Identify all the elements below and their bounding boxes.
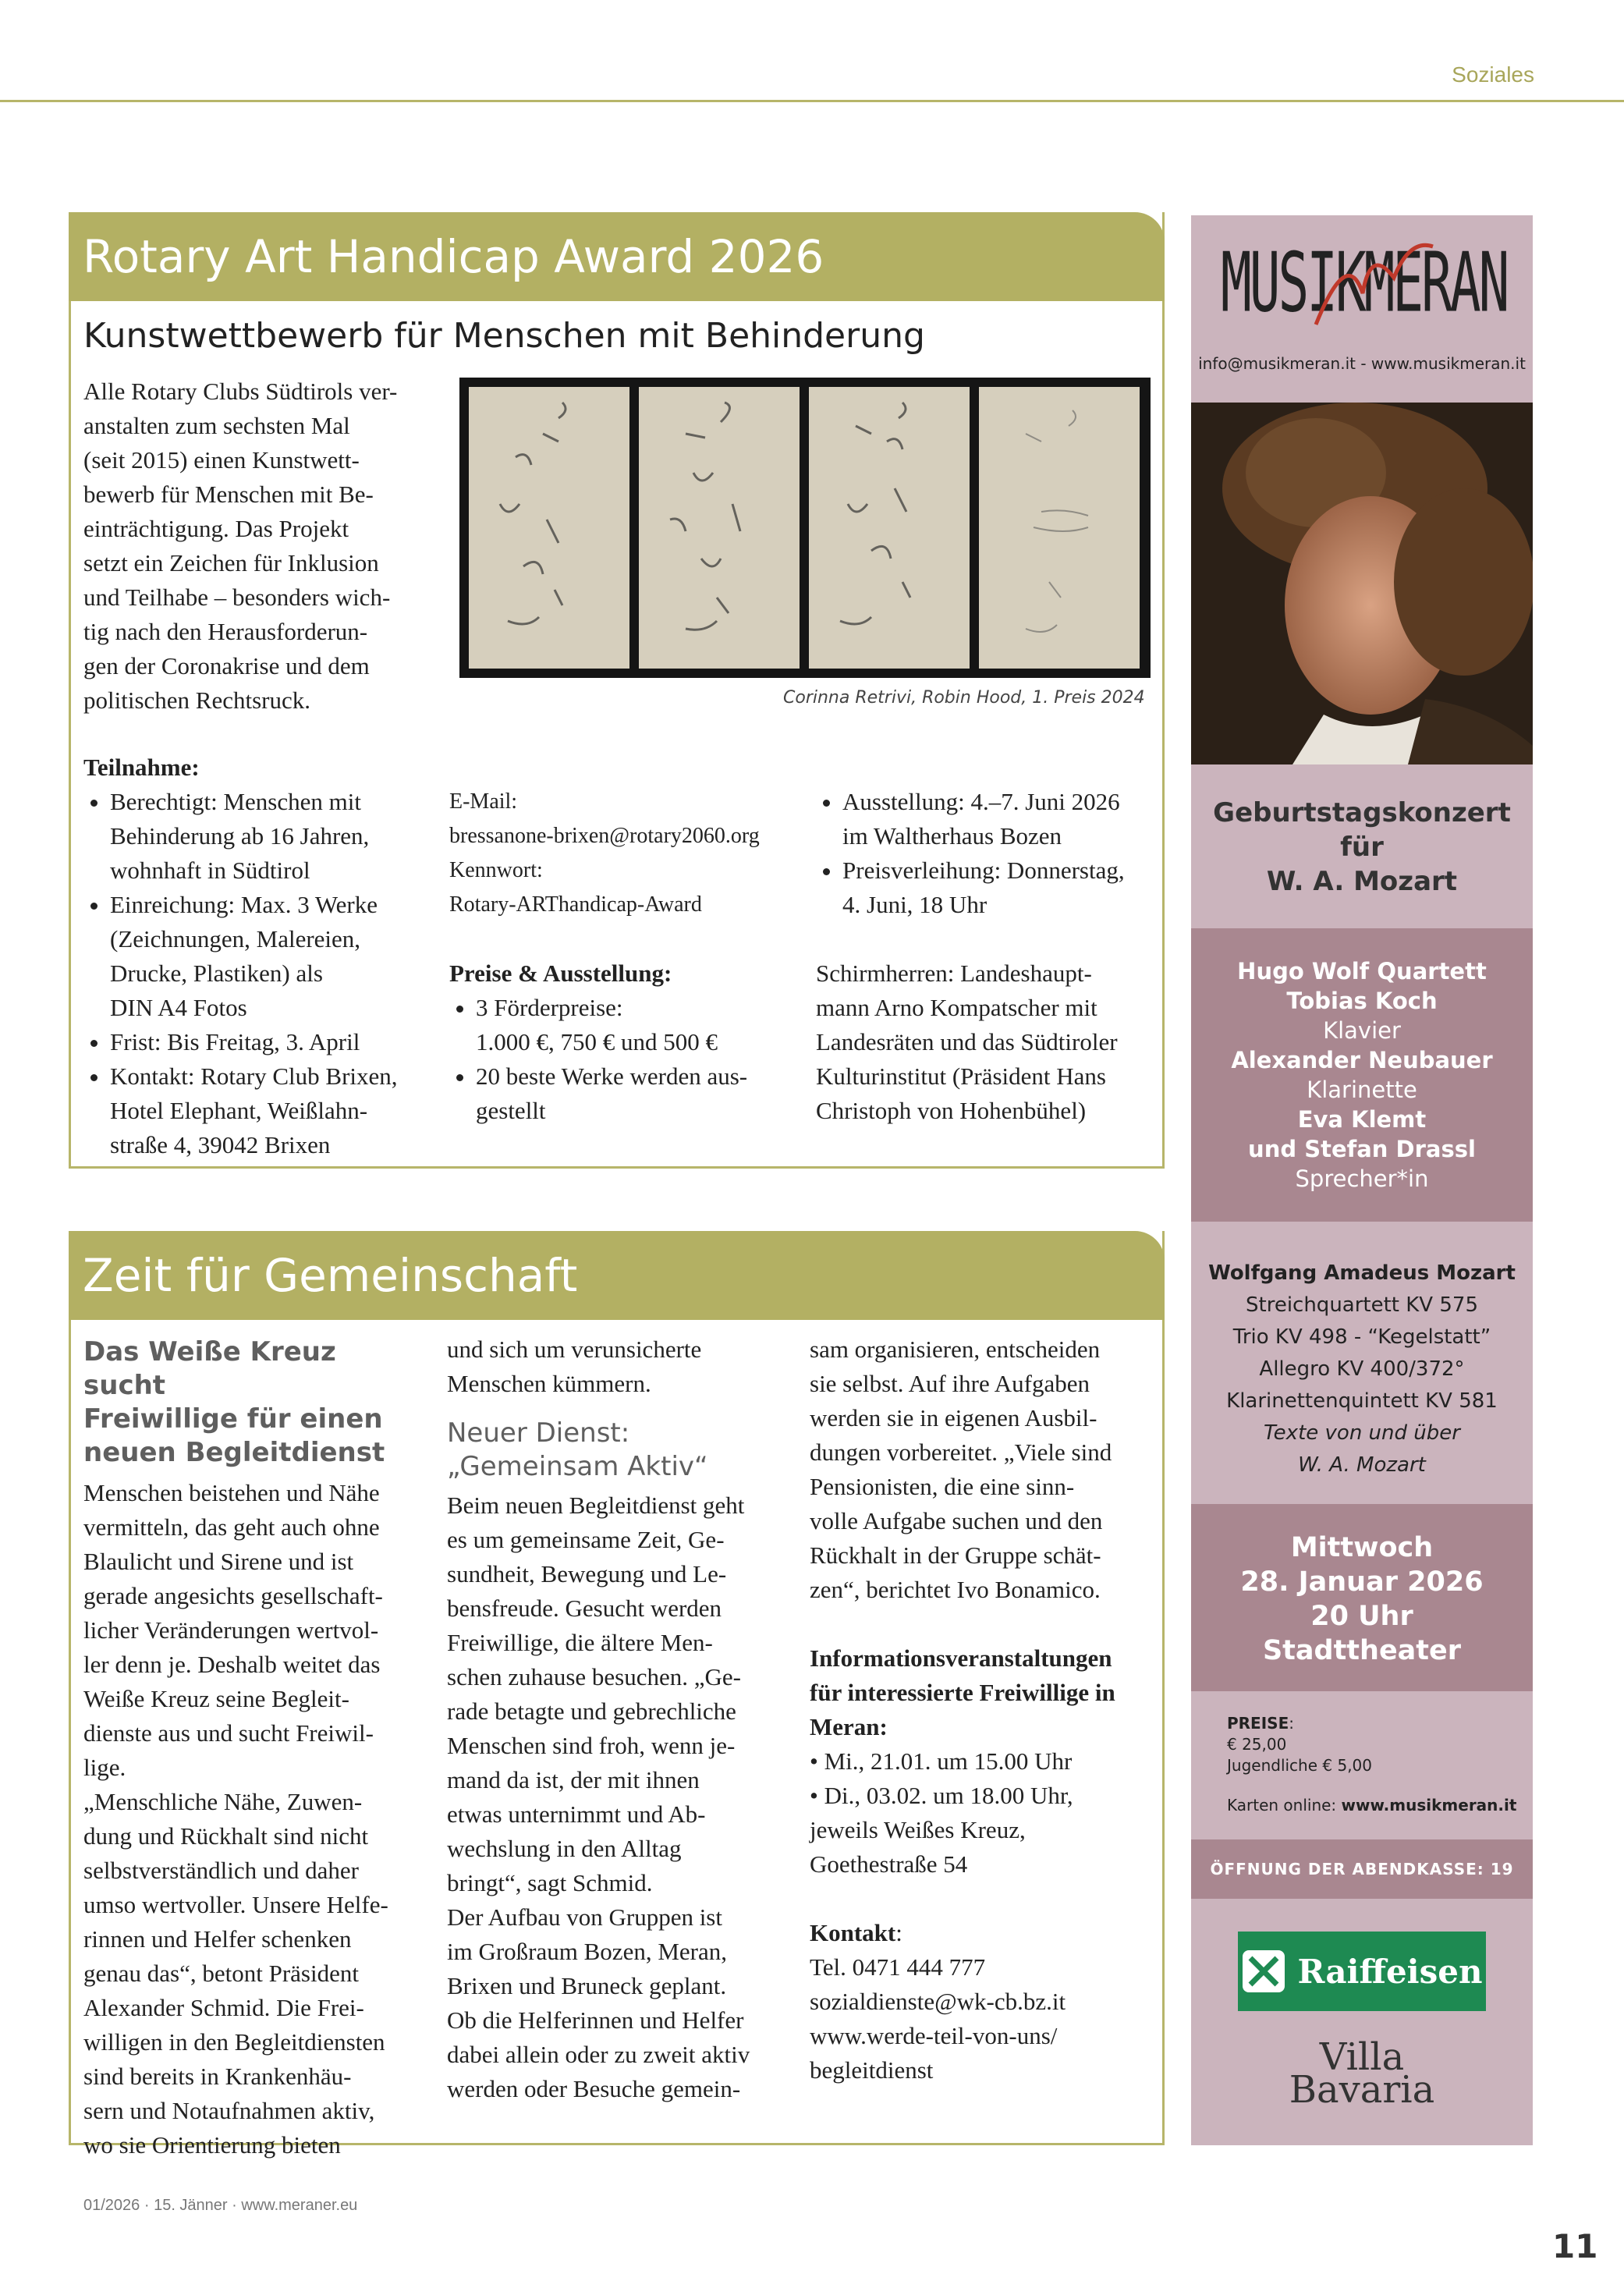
- artwork-panel: [639, 387, 800, 669]
- musikmeran-logo: MUSIKMERAN: [1221, 234, 1508, 332]
- program-block: [1191, 1222, 1533, 1504]
- mozart-portrait: [1191, 403, 1533, 764]
- page-number: 11: [1552, 2227, 1598, 2265]
- performer: und Stefan Drassl: [1248, 1136, 1476, 1162]
- prices-label: PREISE: [1227, 1714, 1289, 1733]
- teilnahme-list: [83, 785, 434, 1162]
- article-kicker: Das Weiße Kreuz sucht Freiwillige für einen neuen Begleitdienst: [83, 1336, 385, 1468]
- list-item: • Berechtigt: Menschen mit Behinderung ab 16 Jahren, wohnhaft in Südtirol: [110, 785, 434, 888]
- text-line: setzt ein Zeichen für Inklusion: [83, 549, 379, 576]
- body-text: sam organisieren, entscheiden sie selbst. Auf ihre Aufgaben werden sie in eigenen Ausbil- dungen vorbereitet. „Viele sind Pensionisten, die eine sinn- volle Aufgabe suchen und den Rückhalt in der Gruppe schät- zen“, berichtet Ivo Bonamico. Informationsveranstaltungen für interessierte Freiwillige in Meran: • Mi., 21.01. um 15.00 Uhr • Di., 03.02. um 18.00 Uhr, jeweils Weißes Kreuz, Goethestraße 54 Kontakt: Tel. 0471 444 777 sozialdienste@wk-cb.bz.it www.werde-teil-von-uns/ begleitdienst: [810, 1332, 1161, 2088]
- section-label: Soziales: [1452, 62, 1534, 87]
- text-line: politischen Rechtsruck.: [83, 686, 310, 714]
- performer: Tobias Koch: [1286, 988, 1438, 1014]
- performer: Alexander Neubauer: [1231, 1047, 1493, 1073]
- performer-role: Klavier: [1323, 1017, 1401, 1044]
- contact-email[interactable]: sozialdienste@wk-cb.bz.it: [810, 1988, 1066, 2015]
- subheading: Neuer Dienst: „Gemeinsam Aktiv“: [447, 1417, 708, 1482]
- list-item: • Preisverleihung: Donnerstag, 4. Juni, 18 Uhr: [842, 853, 1159, 922]
- text-line: Kulturinstitut (Präsident Hans: [816, 1062, 1106, 1090]
- text-line: gen der Coronakrise und dem: [83, 652, 370, 679]
- list-item: • Frist: Bis Freitag, 3. April: [110, 1025, 434, 1059]
- tickets-link[interactable]: www.musikmeran.it: [1341, 1796, 1517, 1815]
- contact-url[interactable]: begleitdienst: [810, 2056, 934, 2084]
- performer-role: Klarinette: [1307, 1077, 1417, 1103]
- info-heading: für interessierte Freiwillige in: [810, 1679, 1115, 1706]
- concert-title: Geburtstagskonzert für W. A. Mozart: [1191, 764, 1533, 928]
- teilnahme-block: [83, 750, 434, 1162]
- performers-block: [1191, 928, 1533, 1222]
- password-label: Kennwort:: [449, 858, 543, 882]
- program-item: Klarinettenquintett KV 581: [1226, 1389, 1498, 1413]
- prices-heading: Preise & Ausstellung:: [449, 960, 672, 987]
- text-line: Alle Rotary Clubs Südtirols ver-: [83, 378, 398, 405]
- info-heading: Meran:: [810, 1713, 888, 1740]
- gemeinschaft-col3: [810, 1332, 1161, 2088]
- raiffeisen-logo: Raiffeisen: [1238, 1932, 1486, 2011]
- program-item: Allegro KV 400/372°: [1259, 1357, 1465, 1381]
- program-note: Texte von und über: [1264, 1421, 1460, 1445]
- artwork-caption: Corinna Retrivi, Robin Hood, 1. Preis 2024: [783, 688, 1145, 708]
- teilnahme-heading: Teilnahme:: [83, 754, 200, 781]
- text-line: mann Arno Kompatscher mit: [816, 994, 1097, 1021]
- list-item: • Kontakt: Rotary Club Brixen, Hotel Elephant, Weißlahn- straße 4, 39042 Brixen: [110, 1059, 434, 1162]
- tickets-line: Karten online: www.musikmeran.it: [1227, 1796, 1517, 1815]
- article-rotary-subtitle: Kunstwettbewerb für Menschen mit Behinderung: [83, 316, 925, 356]
- header-rule: [0, 100, 1624, 102]
- contact-prices-block: [449, 785, 816, 1128]
- prices-list: [449, 991, 816, 1128]
- date-block: Mittwoch 28. Januar 2026 20 Uhr Stadttheater: [1191, 1504, 1533, 1691]
- price: Jugendliche € 5,00: [1227, 1756, 1373, 1775]
- villa-bavaria-logo: Villa Bavaria: [1289, 2035, 1435, 2112]
- body-text: Menschen beistehen und Nähe vermitteln, das geht auch ohne Blaulicht und Sirene und ist gerade angesichts gesellschaft- licher Veränderungen wertvol- ler denn je. Deshalb weitet das Weiße Kreuz seine Begleit- dienste aus und sucht Freiwil- lige. „Menschliche Nähe, Zuwen- dung und Rückhalt sind nicht selbstverständlich und daher umso wertvoller. Unsere Helfe- rinnen und Helfer schenken genau das“, betont Präsident Alexander Schmid. Die Frei- willigen in den Begleitdiensten sind bereits in Krankenhäu- sern und Notaufnahmen aktiv, wo sie Orientierung bieten: [83, 1479, 388, 2159]
- article-gemeinschaft-title: Zeit für Gemeinschaft: [69, 1231, 1165, 1320]
- artwork-panel: [809, 387, 970, 669]
- list-item: • Einreichung: Max. 3 Werke (Zeichnungen, Malereien, Drucke, Plastiken) als DIN A4 Fotos: [110, 888, 434, 1025]
- exhibition-block: [816, 785, 1159, 1128]
- text-line: einträchtigung. Das Projekt: [83, 515, 349, 542]
- list-item: • 3 Förderpreise: 1.000 €, 750 € und 500 €: [476, 991, 816, 1059]
- text-line: Landesräten und das Südtiroler: [816, 1028, 1118, 1055]
- list-item: • 20 beste Werke werden aus- gestellt: [476, 1059, 816, 1128]
- text-line: (seit 2015) einen Kunstwett-: [83, 446, 360, 474]
- portrait-image: [1191, 403, 1533, 764]
- body-text: Beim neuen Begleitdienst geht es um gemeinsame Zeit, Ge- sundheit, Bewegung und Le- bensfreude. Gesucht werden Freiwillige, die ältere Men- schen zuhause besuchen. „Ge- rade betagte und gebrechliche Menschen sind froh, wenn je- mand da ist, der mit ihnen etwas unternimmt und Ab- wechslung in den Alltag bringt“, sagt Schmid. Der Aufbau von Gruppen ist im Großraum Bozen, Meran, Brixen und Bruneck geplant. Ob die Helferinnen und Helfer dabei allein oder zu zweit aktiv werden oder Besuche gemein-: [447, 1492, 750, 2102]
- password-value: Rotary-ARThandicap-Award: [449, 892, 702, 917]
- program-heading: Wolfgang Amadeus Mozart: [1208, 1261, 1516, 1285]
- exhibition-list: [816, 785, 1159, 922]
- email-label: E-Mail:: [449, 789, 518, 814]
- text-line: Schirmherren: Landeshaupt-: [816, 960, 1092, 987]
- info-heading: Informationsveranstaltungen: [810, 1644, 1112, 1672]
- gemeinschaft-col2: [447, 1332, 798, 2106]
- email-link[interactable]: bressanone-brixen@rotary2060.org: [449, 824, 760, 848]
- contact-heading: Kontakt:: [810, 1919, 902, 1946]
- logo-flourish-icon: [1300, 231, 1456, 340]
- gemeinschaft-col1: [83, 1336, 427, 2162]
- ad-logo-block: [1191, 215, 1533, 403]
- artwork-image: [459, 378, 1151, 678]
- artwork-panel: [979, 387, 1140, 669]
- price: € 25,00: [1227, 1735, 1287, 1754]
- box-office-banner: ÖFFNUNG DER ABENDKASSE: 19: [1191, 1839, 1533, 1899]
- performer: Eva Klemt: [1297, 1106, 1427, 1133]
- text-line: tig nach den Herausforderun-: [83, 618, 368, 645]
- list-item: • Ausstellung: 4.–7. Juni 2026 im Waltherhaus Bozen: [842, 785, 1159, 853]
- program-item: Streichquartett KV 575: [1246, 1293, 1478, 1317]
- ad-contact[interactable]: info@musikmeran.it - www.musikmeran.it: [1198, 354, 1526, 373]
- program-item: Trio KV 498 - “Kegelstatt”: [1232, 1325, 1491, 1349]
- raiffeisen-icon: [1241, 1949, 1286, 1994]
- article-rotary-title: Rotary Art Handicap Award 2026: [69, 212, 1165, 301]
- contact-url[interactable]: www.werde-teil-von-uns/: [810, 2022, 1058, 2049]
- text-line: und Teilhabe – besonders wich-: [83, 584, 391, 611]
- prices-block: PREISE: € 25,00 Jugendliche € 5,00 Karten online: www.musikmeran.it: [1191, 1691, 1533, 1839]
- sponsors-block: [1191, 1899, 1533, 2145]
- contact-phone[interactable]: Tel. 0471 444 777: [810, 1953, 986, 1981]
- artwork-panel: [469, 387, 629, 669]
- text-line: Christoph von Hohenbühel): [816, 1097, 1087, 1124]
- performer-role: Sprecher*in: [1295, 1165, 1429, 1192]
- text-line: bewerb für Menschen mit Be-: [83, 481, 374, 508]
- program-note: W. A. Mozart: [1298, 1453, 1426, 1477]
- body-text: und sich um verunsicherte Menschen kümmern.: [447, 1336, 702, 1397]
- footer-issue: 01/2026 · 15. Jänner · www.meraner.eu: [83, 2197, 358, 2214]
- article-rotary-intro: [83, 374, 450, 718]
- text-line: anstalten zum sechsten Mal: [83, 412, 350, 439]
- performer: Hugo Wolf Quartett: [1237, 958, 1487, 984]
